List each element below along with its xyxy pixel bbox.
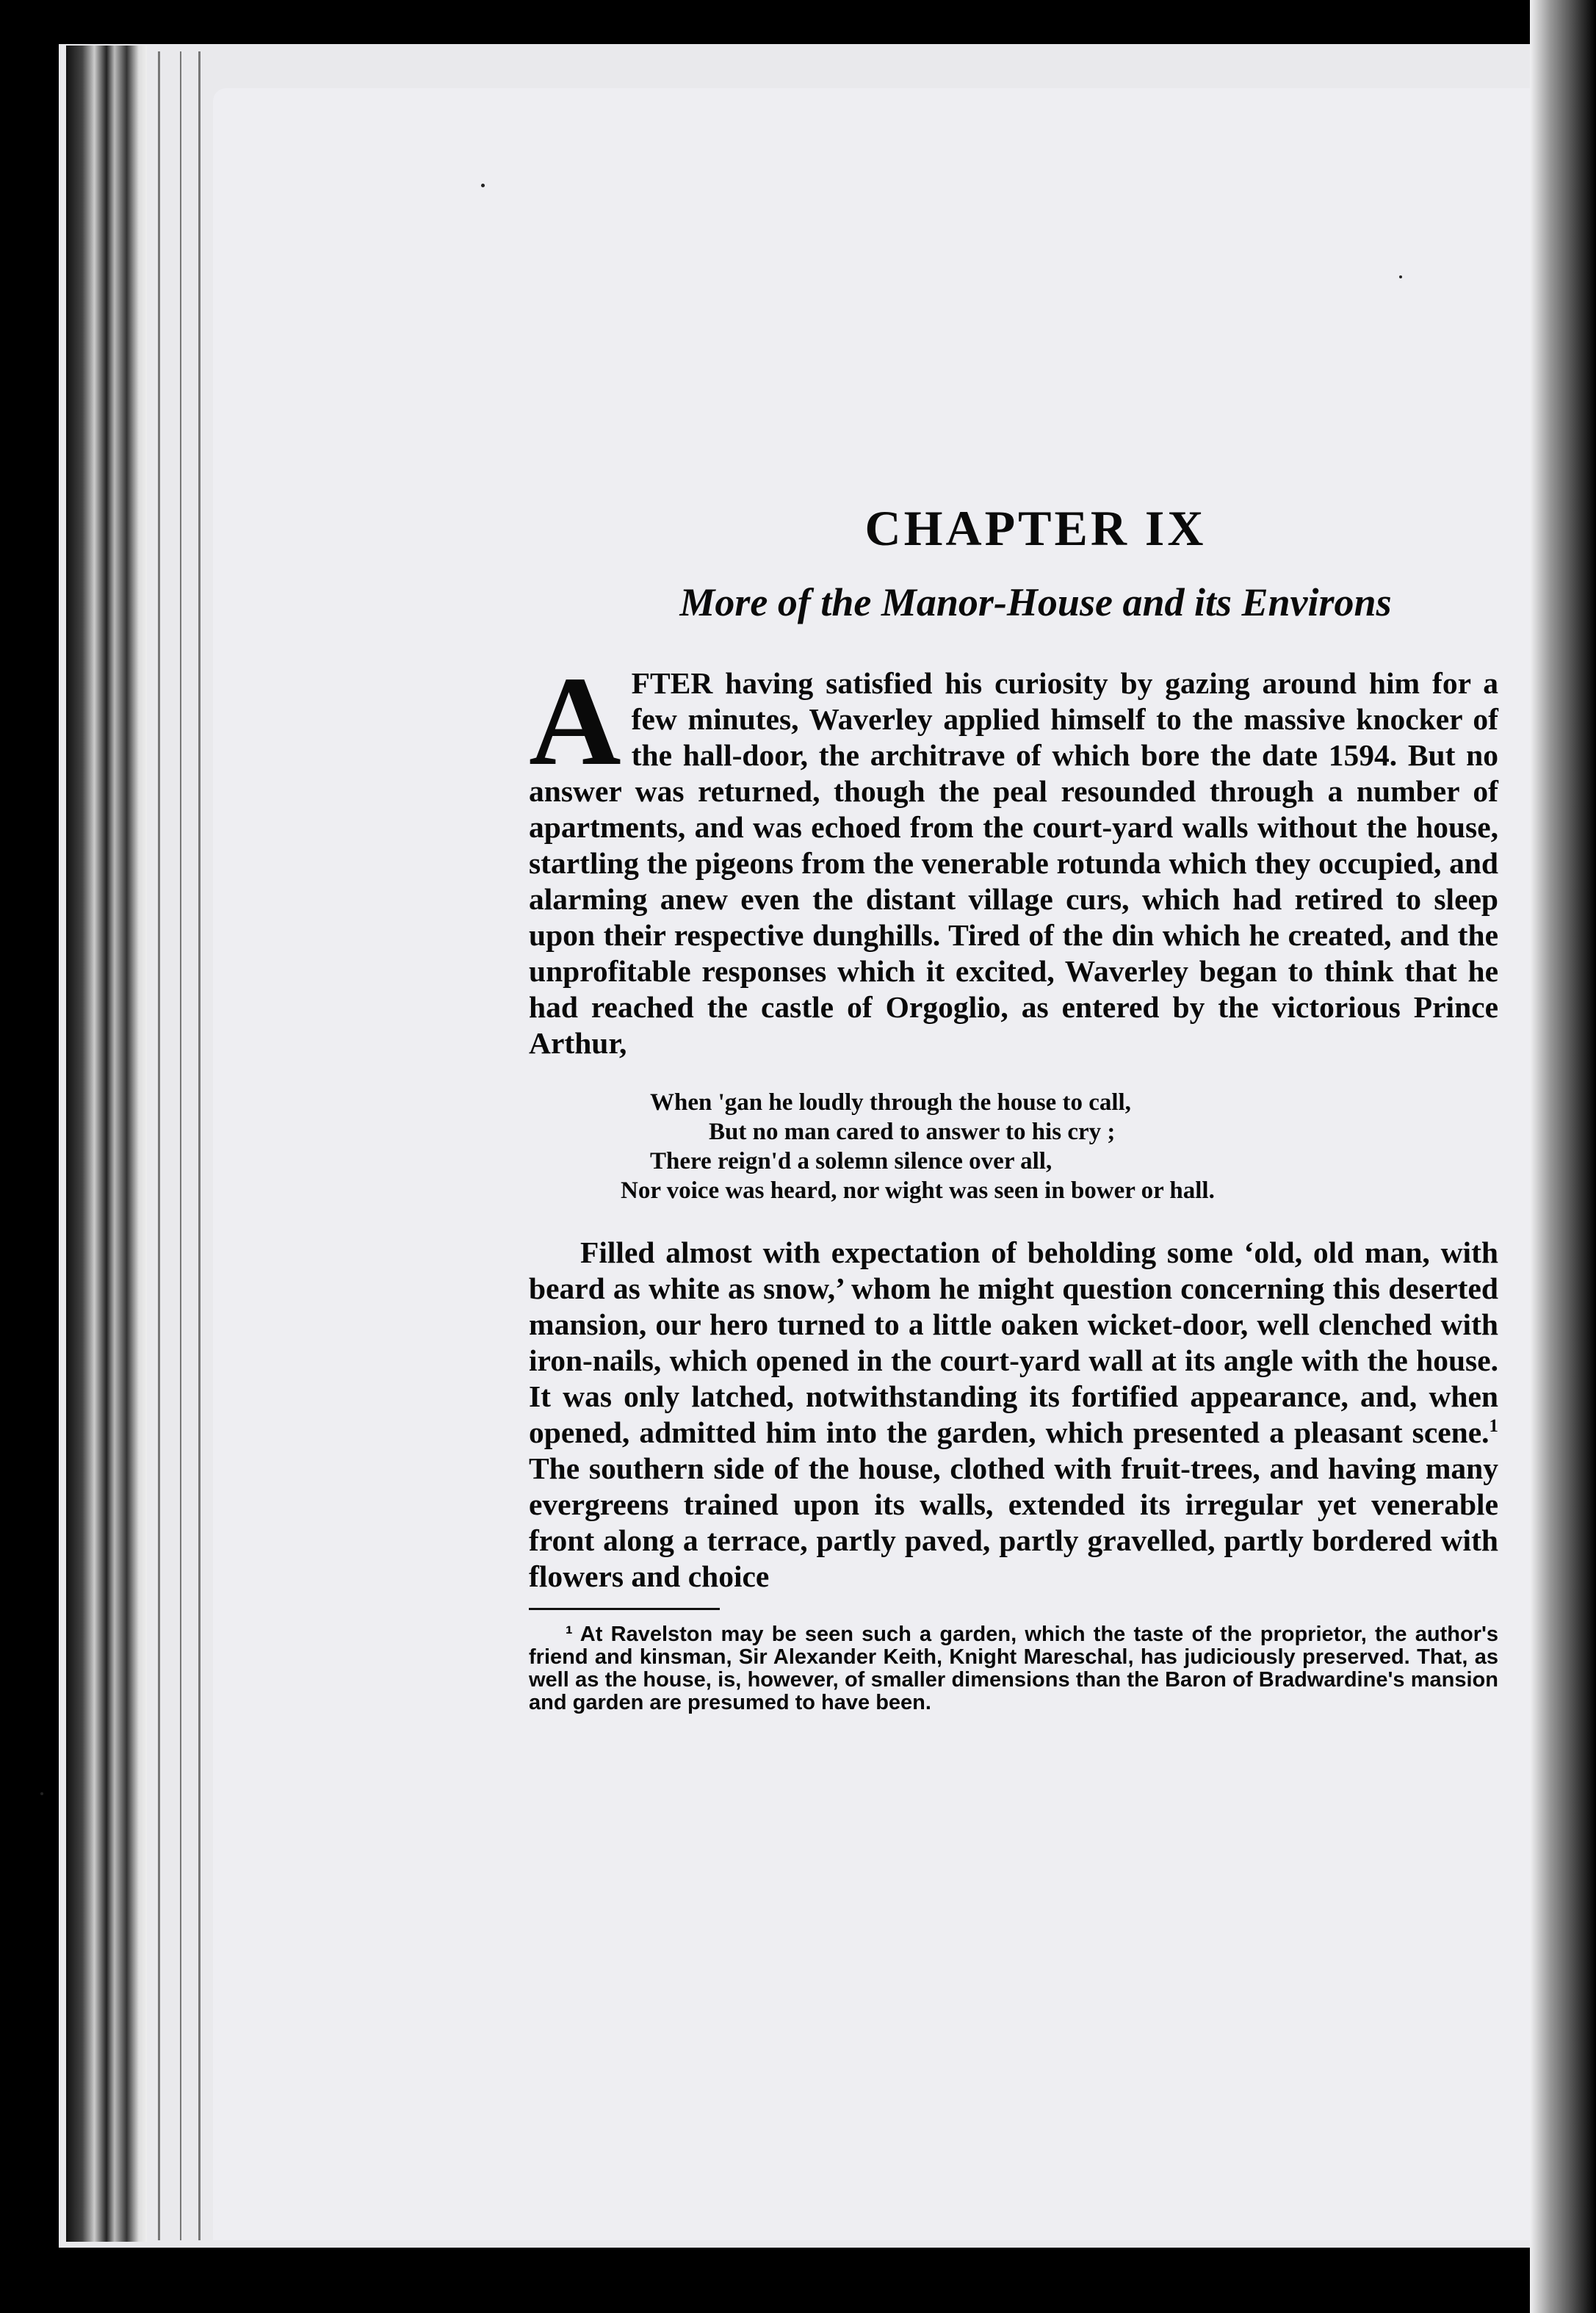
- verse-line: There reign'd a solemn silence over all,: [650, 1148, 1052, 1174]
- footnote-divider: [529, 1608, 720, 1610]
- paragraph-1: AFTER having satisfied his curiosity by gazing around him for a few minutes, Waverley applied himself to the massive knocker of the hall-door, the architrave of which bore the date 1594. But no answer was returned, though the peal resounded through a number of apartments, and was echoed from the court-yard walls without the house, startling the pigeons from the venerable rotunda which they occupied, and alarming anew even the distant village curs, which had retired to sleep upon their respective dunghills. Tired of the din which he created, and the unprofitable responses which it excited, Waverley began to think that he had reached the castle of Orgoglio, as entered by the victorious Prince Arthur,: [529, 650, 1498, 1060]
- verse-line: When 'gan he loudly through the house to call,: [650, 1089, 1131, 1116]
- footnote: ¹ At Ravelston may be seen such a garden, which the taste of the proprietor, the author's friend and kinsman, Sir Alexander Keith, Knight Mareschal, has judiciously preserved. That, as well as the house, is, however, of smaller dimensions than the Baron of Bradwardine's mansion and garden are presumed to have been.: [529, 1623, 1498, 1714]
- verse-quotation: [529, 1088, 1498, 1205]
- page-text: [529, 499, 1498, 1714]
- chapter-subtitle: More of the Manor-House and its Environs: [679, 580, 1392, 624]
- verse-line: But no man cared to answer to his cry ;: [709, 1119, 1116, 1145]
- paragraph-2-part-a: Filled almost with expectation of beholding some ‘old, old man, with beard as white as snow,’ whom he might question concerning this deserted mansion, our hero turned to a little oaken wicket-door, well clenched with iron-nails, which opened in the court-yard wall at its angle with the house. It was only latched, notwithstanding its fortified appearance, and, when opened, admitted him into the garden, which presented a pleasant scene.: [529, 1235, 1498, 1449]
- chapter-title: CHAPTER IX: [864, 500, 1207, 556]
- page-edge-line: [158, 51, 160, 2240]
- dust-speck: [481, 184, 485, 187]
- page-edge-line: [198, 51, 201, 2240]
- paragraph-2: [529, 1235, 1498, 1595]
- dust-speck: [40, 1792, 43, 1795]
- footnote-marker: 1: [1489, 1416, 1498, 1437]
- gutter-shadow: [1530, 0, 1596, 2313]
- page-edge-line: [180, 51, 181, 2240]
- dust-speck: [1399, 275, 1402, 278]
- verse-line: Nor voice was heard, nor wight was seen in bower or hall.: [621, 1177, 1215, 1204]
- paragraph-2-part-b: The southern side of the house, clothed with fruit-trees, and having many evergreens trained upon its walls, extended its irregular yet venerable front along a terrace, partly paved, partly gravelled, partly bordered with flowers and choice: [529, 1451, 1498, 1593]
- page-edges: [66, 46, 147, 2242]
